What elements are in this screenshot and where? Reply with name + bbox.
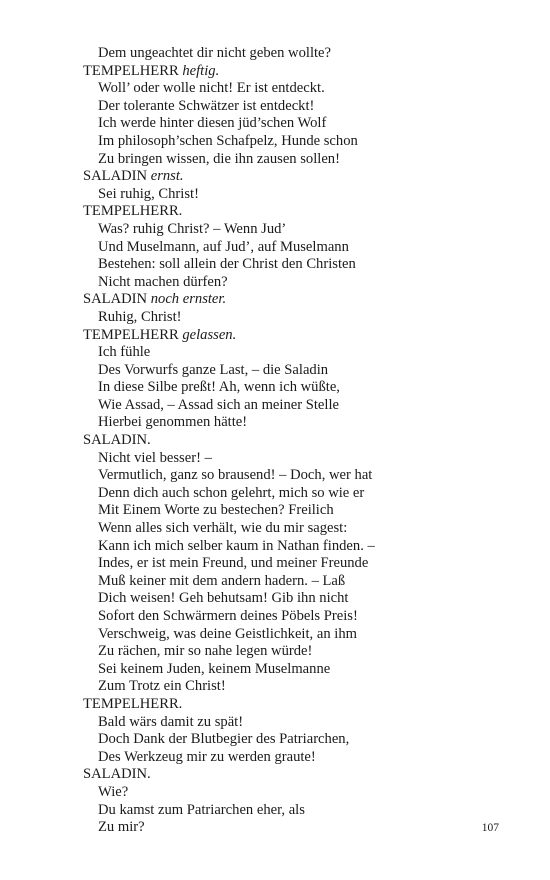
speaker-name: SALADIN xyxy=(83,168,148,185)
verse-line: Was? ruhig Christ? – Wenn Jud’ xyxy=(98,220,287,237)
verse-line: Sei keinem Juden, keinem Muselmanne xyxy=(98,660,331,677)
speaker-name: SALADIN xyxy=(83,291,148,308)
speaker-name: TEMPELHERR xyxy=(83,62,179,79)
verse-line: Bestehen: soll allein der Christ den Christen xyxy=(98,256,356,273)
stage-direction: gelassen. xyxy=(182,326,237,343)
verse-line: Zu rächen, mir so nahe legen würde! xyxy=(98,643,313,660)
verse-line: Mit Einem Worte zu bestechen? Freilich xyxy=(98,502,334,519)
verse-line: Doch Dank der Blutbegier des Patriarchen, xyxy=(98,731,350,748)
verse-line: Woll’ oder wolle nicht! Er ist entdeckt. xyxy=(98,80,325,97)
verse-line: Nicht machen dürfen? xyxy=(98,273,228,290)
verse-line: Nicht viel besser! – xyxy=(98,449,212,466)
verse-line: Indes, er ist mein Freund, und meiner Freunde xyxy=(98,555,369,572)
verse-line: Hierbei genommen hätte! xyxy=(98,414,248,431)
play-text xyxy=(83,45,503,837)
verse-line: Bald wärs damit zu spät! xyxy=(98,713,244,730)
speaker-line xyxy=(83,168,503,186)
speaker-name: SALADIN. xyxy=(83,432,151,449)
speaker-line xyxy=(83,63,503,81)
verse-line: Ich fühle xyxy=(98,344,151,361)
verse-line: Wie Assad, – Assad sich an meiner Stelle xyxy=(98,396,339,413)
speaker-name: TEMPELHERR xyxy=(83,326,179,343)
verse-line: Und Muselmann, auf Jud’, auf Muselmann xyxy=(98,238,349,255)
stage-direction: ernst. xyxy=(150,168,184,185)
verse-line: Zu bringen wissen, die ihn zausen sollen! xyxy=(98,150,340,167)
verse-line: Dich weisen! Geh behutsam! Gib ihn nicht xyxy=(98,590,349,607)
verse-line: Ich werde hinter diesen jüd’schen Wolf xyxy=(98,115,327,132)
verse-line: Sei ruhig, Christ! xyxy=(98,185,199,202)
speaker-line xyxy=(83,696,503,714)
verse-line: In diese Silbe preßt! Ah, wenn ich wüßte, xyxy=(98,379,340,396)
verse-line: Dem ungeachtet dir nicht geben wollte? xyxy=(98,45,332,61)
speaker-line xyxy=(83,203,503,221)
verse-line: Im philosoph’schen Schafpelz, Hunde schon xyxy=(98,132,358,149)
verse-line: Zum Trotz ein Christ! xyxy=(98,678,226,695)
verse-line: Der tolerante Schwätzer ist entdeckt! xyxy=(98,97,315,114)
speaker-line xyxy=(83,766,503,784)
speaker-line xyxy=(83,432,503,450)
stage-direction: heftig. xyxy=(182,62,220,79)
verse-line: Des Werkzeug mir zu werden graute! xyxy=(98,748,316,765)
verse-line: Zu mir? xyxy=(98,819,145,836)
verse-line: Denn dich auch schon gelehrt, mich so wie er xyxy=(98,484,365,501)
verse-line: Du kamst zum Patriarchen eher, als xyxy=(98,801,305,818)
verse-line: Des Vorwurfs ganze Last, – die Saladin xyxy=(98,361,329,378)
verse-line: Vermutlich, ganz so brausend! – Doch, wer hat xyxy=(98,467,373,484)
speaker-line xyxy=(83,327,503,345)
verse-line: Ruhig, Christ! xyxy=(98,308,182,325)
verse-line: Wenn alles sich verhält, wie du mir sagest: xyxy=(98,520,348,537)
speaker-name: TEMPELHERR. xyxy=(83,203,183,220)
verse-line: Kann ich mich selber kaum in Nathan finden. – xyxy=(98,537,375,554)
page-number: 107 xyxy=(481,822,499,834)
speaker-name: TEMPELHERR. xyxy=(83,695,183,712)
verse-line: Sofort den Schwärmern deines Pöbels Preis! xyxy=(98,608,358,624)
speaker-line xyxy=(83,291,503,309)
verse-line: Muß keiner mit dem andern hadern. – Laß xyxy=(98,572,346,589)
verse-line: Wie? xyxy=(98,783,129,800)
verse-line: Verschweig, was deine Geistlichkeit, an ihm xyxy=(98,625,357,642)
stage-direction: noch ernster. xyxy=(150,291,227,308)
speaker-name: SALADIN. xyxy=(83,766,151,783)
